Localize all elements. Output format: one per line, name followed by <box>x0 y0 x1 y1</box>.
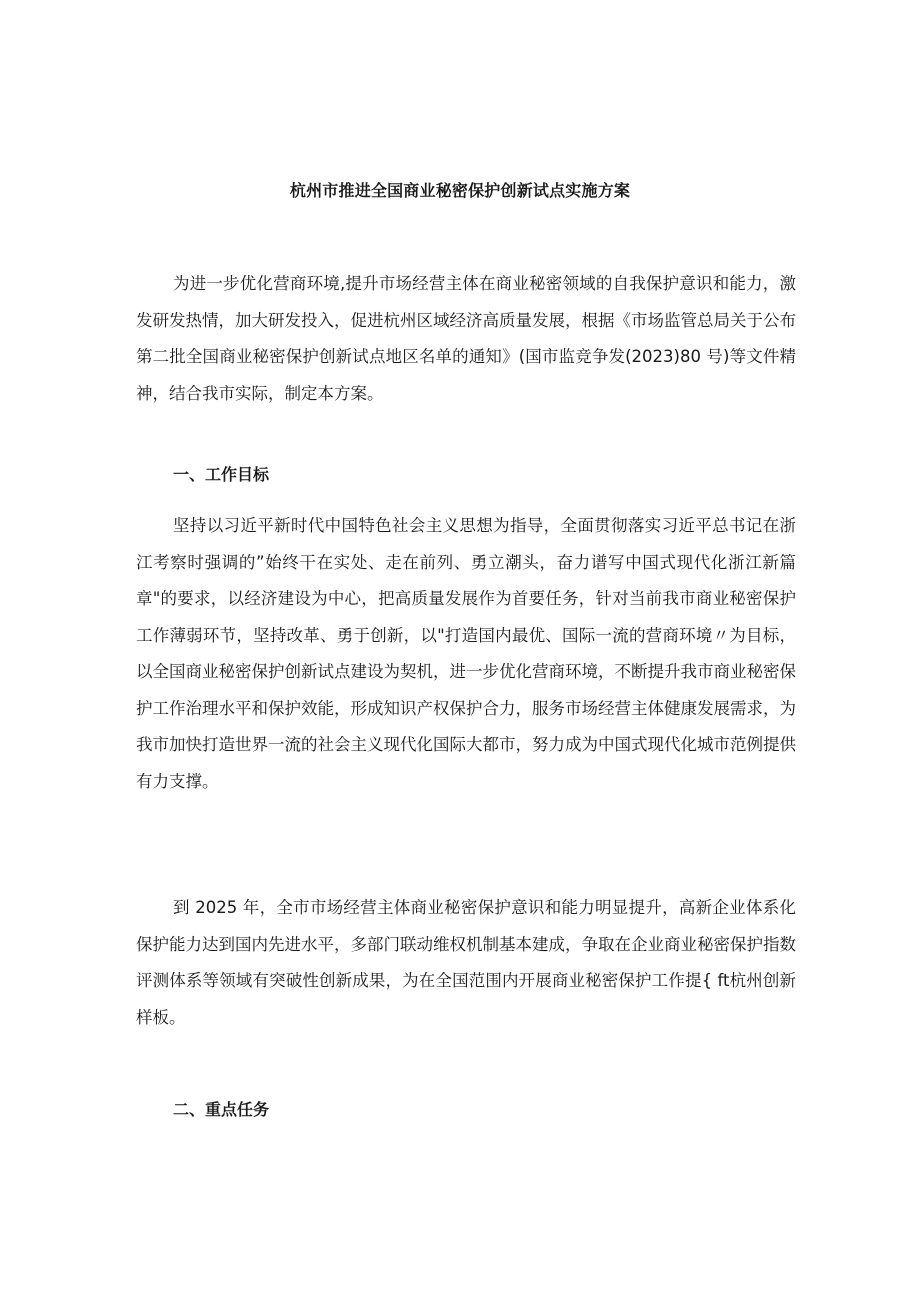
document-title: 杭州市推进全国商业秘密保护创新试点实施方案 <box>289 181 631 200</box>
intro-paragraph: 为进一步优化营商环境,提升市场经营主体在商业秘密领域的自我保护意识和能力，激发研发热情，加大研发投入，促进杭州区域经济高质量发展，根据《市场监管总局关于公布第二批全国商业秘密保护创新试点地区名单的通知》(国市监竞争发(2023)80 号)等文件精神，结合我市实际，制定本方案。 <box>136 274 796 403</box>
section-heading-key-tasks: 二、重点任务 <box>173 1100 270 1119</box>
target-2025-paragraph: 到 2025 年，全市市场经营主体商业秘密保护意识和能力明显提升，高新企业体系化保护能力达到国内先进水平，多部门联动维权机制基本建成，争取在企业商业秘密保护指数评测体系等领域有突破性创新成果，为在全国范围内开展商业秘密保护工作提{ ft杭州创新样板。 <box>136 898 796 1027</box>
goals-paragraph: 坚持以习近平新时代中国特色社会主义思想为指导，全面贯彻落实习近平总书记在浙江考察时强调的”始终干在实处、走在前列、勇立潮头，奋力谱写中国式现代化浙江新篇章"的要求，以经济建设为中心，把高质量发展作为首要任务，针对当前我市商业秘密保护工作薄弱环节，坚持改革、勇于创新，以"打造国内最优、国际一流的营商环境〃为目标，以全国商业秘密保护创新试点建设为契机，进一步优化营商环境，不断提升我市商业秘密保护工作治理水平和保护效能，形成知识产权保护合力，服务市场经营主体健康发展需求，为我市加快打造世界一流的社会主义现代化国际大都市，努力成为中国式现代化城市范例提供有力支撑。 <box>136 516 796 791</box>
section-heading-work-goals: 一、工作目标 <box>173 465 270 484</box>
